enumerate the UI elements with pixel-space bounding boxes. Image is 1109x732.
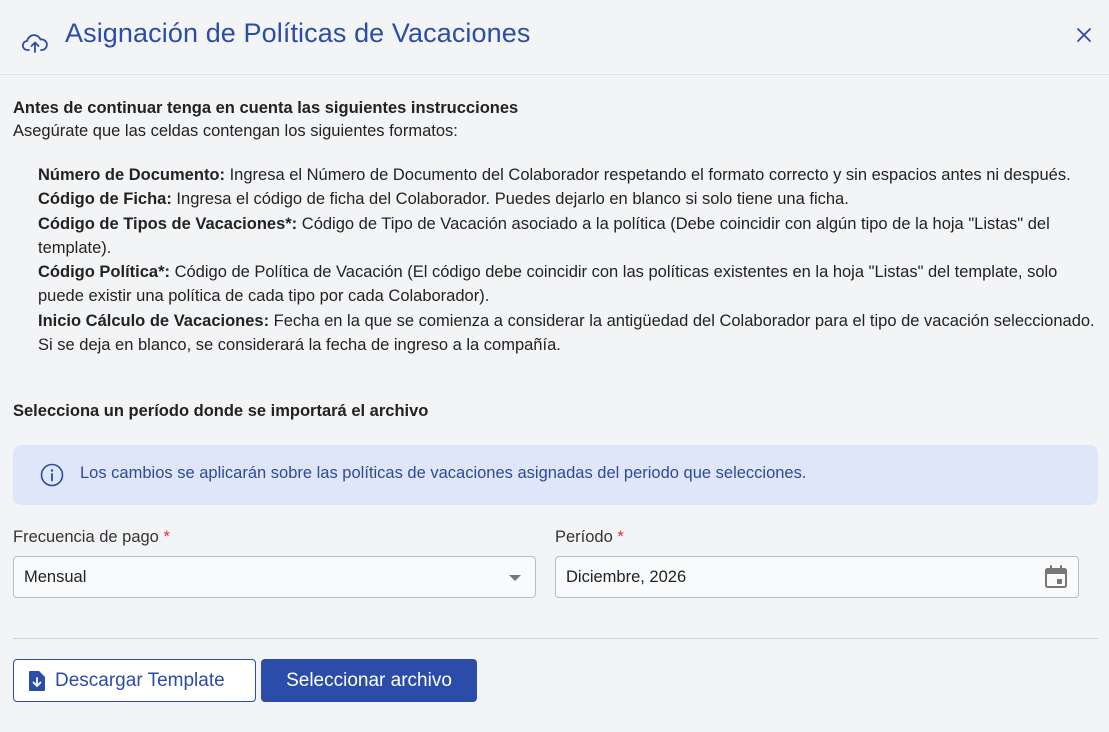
frequency-select[interactable]: [13, 556, 536, 598]
instruction-term: Código de Tipos de Vacaciones*:: [38, 214, 298, 233]
instruction-desc: Código de Tipo de Vacación asociado a la política (Debe coincidir con algún tipo de la hoja "Listas" del template).: [38, 214, 1050, 257]
frequency-value: Mensual: [24, 568, 87, 586]
info-text: Los cambios se aplicarán sobre las políticas de vacaciones asignadas del periodo que selecciones.: [80, 464, 807, 482]
instruction-desc: Código de Política de Vacación (El código debe coincidir con las políticas existentes en la hoja "Listas" del template, solo puede existir una política de cada tipo por cada Colaborador).: [38, 263, 1058, 306]
instruction-term: Código de Ficha:: [38, 190, 172, 209]
required-mark: *: [617, 528, 624, 546]
frequency-label: [13, 528, 170, 547]
instruction-term: Código Política*:: [38, 263, 170, 282]
instruction-desc: Ingresa el Número de Documento del Colaborador respetando el formato correcto y sin espacios antes ni después.: [225, 166, 1071, 184]
instructions-subheading: Asegúrate que las celdas contengan los siguientes formatos:: [13, 122, 458, 140]
period-label: [555, 528, 624, 547]
instructions-heading: Antes de continuar tenga en cuenta las siguientes instrucciones: [13, 99, 519, 117]
instruction-term: Número de Documento:: [38, 166, 226, 184]
chevron-down-icon[interactable]: [509, 575, 521, 581]
period-label-text: Período: [555, 528, 613, 546]
instruction-item: [38, 212, 1099, 261]
divider: [13, 638, 1098, 639]
period-value: Diciembre, 2026: [566, 568, 687, 586]
download-template-label: Descargar Template: [55, 670, 225, 691]
period-date-picker[interactable]: [555, 556, 1079, 598]
select-file-button[interactable]: Seleccionar archivo: [261, 659, 477, 702]
instruction-item: [38, 187, 1099, 211]
dialog-header: [0, 0, 1109, 75]
instruction-item: [38, 260, 1099, 309]
instructions: [13, 97, 1099, 357]
calendar-icon[interactable]: [1043, 564, 1069, 590]
info-banner: [13, 445, 1098, 505]
dialog-title: Asignación de Políticas de Vacaciones: [65, 18, 531, 48]
instruction-desc: Ingresa el código de ficha del Colaborador. Puedes dejarlo en blanco si solo tiene una ficha.: [171, 190, 849, 209]
download-template-button[interactable]: [13, 659, 256, 702]
info-icon: [40, 463, 64, 487]
period-section-title: Selecciona un período donde se importará el archivo: [13, 402, 429, 420]
instruction-desc: Fecha en la que se comienza a considerar la antigüedad del Colaborador para el tipo de vacación seleccionado. Si se deja en blanco, se considerará la fecha de ingreso a la compañía.: [38, 311, 1095, 355]
cloud-upload-icon: [22, 32, 48, 54]
frequency-label-text: Frecuencia de pago: [13, 528, 159, 546]
close-icon[interactable]: [1074, 25, 1094, 45]
file-download-icon: [28, 670, 46, 692]
instructions-list: [38, 163, 1099, 357]
instruction-item: [38, 163, 1099, 187]
required-mark: *: [163, 528, 170, 546]
instruction-term: Inicio Cálculo de Vacaciones:: [38, 311, 270, 330]
instruction-item: [38, 309, 1099, 358]
